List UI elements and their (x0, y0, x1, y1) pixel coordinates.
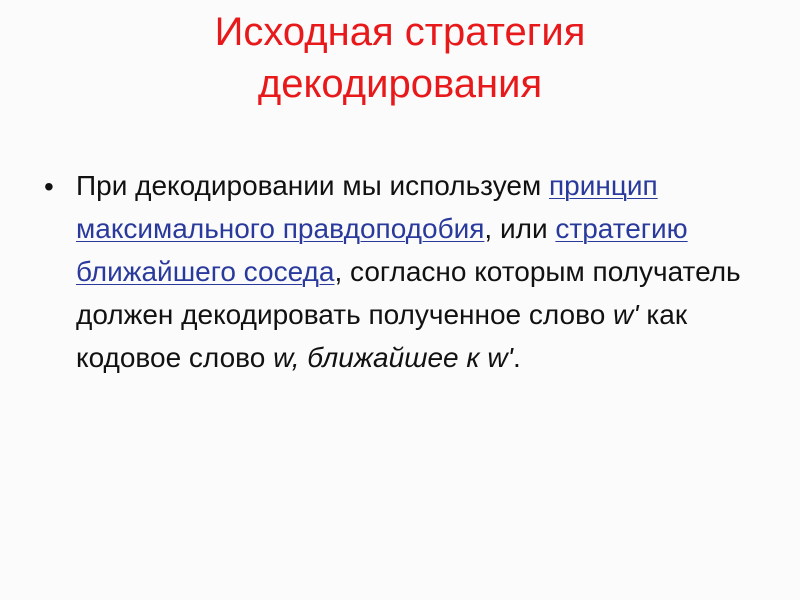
bullet-dot: • (44, 171, 54, 202)
bullet-text-part-3: , согласно которым получатель должен декодировать полученное слово (76, 256, 741, 330)
bullet-text-part-5: . (512, 342, 521, 373)
bullet-text-part-2: , или (484, 213, 556, 244)
italic-phrase: w, ближайшее к w' (273, 342, 513, 373)
bullet-text-part-1: При декодировании мы используем (76, 170, 549, 201)
link-maximum-likelihood[interactable]: принцип максимального правдоподобия (76, 170, 658, 244)
link-nearest-neighbor[interactable]: стратегию ближайшего соседа (76, 213, 688, 287)
slide-title (60, 6, 740, 110)
bullet-item (44, 164, 764, 379)
bullet-text (76, 164, 764, 379)
title-line-2: декодирования (257, 62, 543, 106)
title-line-1: Исходная стратегия (214, 10, 586, 54)
variable-w-prime: w' (613, 299, 639, 330)
bullet-text-part-4: как кодовое слово (76, 299, 688, 373)
